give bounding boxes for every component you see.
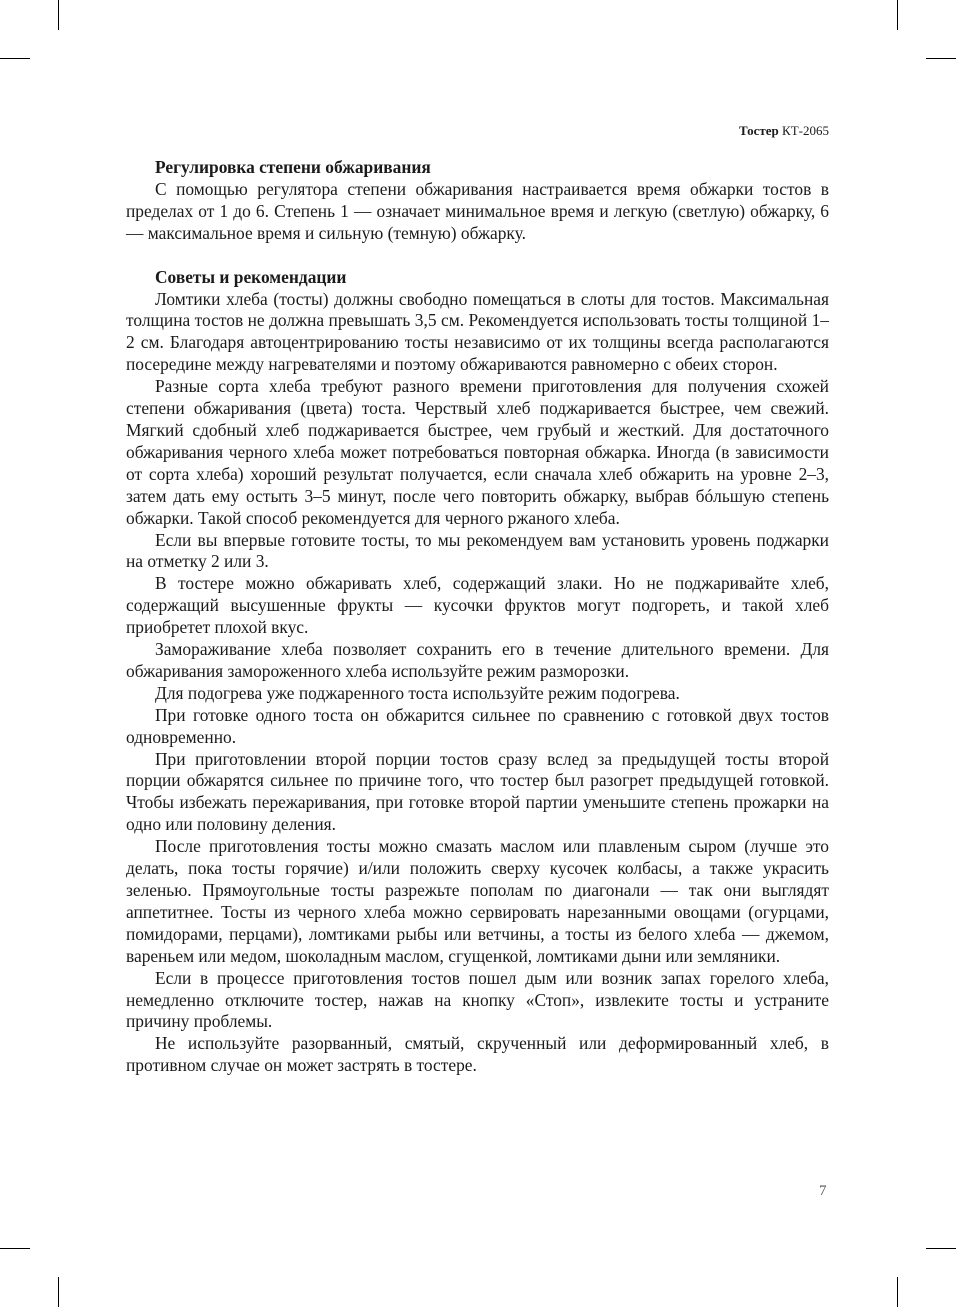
- crop-mark-bottom-left-vertical: [58, 1277, 59, 1307]
- section-heading: Регулировка степени обжаривания: [155, 157, 431, 177]
- paragraph: С помощью регулятора степени обжаривания настраивается время обжарки тостов в пределах от 1 до 6. Степень 1 — означает минимальное время и легкую (светлую) обжарку, 6 — максимальное время и сильную (темную) обжарку.: [126, 178, 829, 243]
- paragraph: Замораживание хлеба позволяет сохранить его в течение длительного времени. Для обжаривания замороженного хлеба используйте режим разморозки.: [126, 639, 829, 681]
- running-header: [739, 123, 829, 139]
- paragraph: При приготовлении второй порции тостов сразу вслед за предыдущей тосты второй порции обжарятся сильнее по причине того, что тостер был разогрет предыдущей готовкой. Чтобы избежать пережаривания, при готовке второй партии уменьшите степень прожарки на одно или половину деления.: [126, 748, 829, 835]
- crop-mark-top-left-vertical: [58, 0, 59, 30]
- paragraph: Если вы впервые готовите тосты, то мы рекомендуем вам установить уровень поджарки на отметку 2 или 3.: [126, 529, 829, 572]
- crop-mark-top-right-horizontal: [926, 58, 956, 59]
- paragraph: Ломтики хлеба (тосты) должны свободно помещаться в слоты для тостов. Максимальная толщина тостов не должна превышать 3,5 см. Рекомендуется использовать тосты толщиной 1–2 см. Благодаря автоцентрированию тосты независимо от их толщины всегда располагаются посередине между нагревателями и поэтому обжариваются равномерно с обеих сторон.: [126, 288, 829, 375]
- paragraph: Для подогрева уже поджаренного тоста используйте режим подогрева.: [155, 682, 680, 703]
- crop-mark-bottom-left-horizontal: [0, 1248, 30, 1249]
- section-tips: [126, 267, 829, 1078]
- paragraph: В тостере можно обжаривать хлеб, содержащий злаки. Но не поджаривайте хлеб, содержащий высушенные фрукты — кусочки фруктов могут подгореть, и такой хлеб приобретет плохой вкус.: [126, 573, 829, 638]
- section-toasting-level: [126, 157, 829, 245]
- paragraph: Если в процессе приготовления тостов пошел дым или возник запах горелого хлеба, немедленно отключите тостер, нажав на кнопку «Стоп», извлеките тосты и устраните причину проблемы.: [126, 967, 829, 1032]
- paragraph: Не используйте разорванный, смятый, скрученный или деформированный хлеб, в противном случае он может застрять в тостере.: [126, 1033, 829, 1076]
- header-product: Тостер: [739, 123, 779, 138]
- section-gap: [126, 245, 829, 267]
- paragraph: При готовке одного тоста он обжарится сильнее по сравнению с готовкой двух тостов одновременно.: [126, 704, 829, 747]
- page-number: 7: [819, 1183, 827, 1199]
- crop-mark-bottom-right-horizontal: [926, 1248, 956, 1249]
- paragraph: Разные сорта хлеба требуют разного времени приготовления для получения схожей степени обжаривания (цвета) тоста. Черствый хлеб поджаривается быстрее, чем свежий. Мягкий сдобный хлеб поджаривается быстрее, чем грубый и жесткий. Для достаточного обжаривания черного хлеба может потребоваться повторная обжарка. Иногда (в зависимости от сорта хлеба) хороший результат получается, если сначала хлеб обжарить на уровне 2–3, затем дать ему остыть 3–5 минут, после чего повторить обжарку, выбрав бóльшую степень обжарки. Такой способ рекомендуется для черного ржаного хлеба.: [126, 376, 829, 528]
- page-content: [126, 157, 829, 1077]
- crop-mark-top-right-vertical: [897, 0, 898, 30]
- header-model: КТ-2065: [782, 123, 829, 138]
- crop-mark-top-left-horizontal: [0, 58, 30, 59]
- paragraph: После приготовления тосты можно смазать маслом или плавленым сыром (лучше это делать, пока тосты горячие) и/или положить сверху кусочек колбасы, а также украсить зеленью. Прямоугольные тосты разрежьте пополам по диагонали — так они выглядят аппетитнее. Тосты из черного хлеба можно сервировать нарезанными овощами (огурцами, помидорами, перцами), ломтиками рыбы или ветчины, а тосты из белого хлеба — джемом, вареньем или медом, шоколадным маслом, сгущенкой, ломтиками дыни или земляники.: [126, 836, 829, 966]
- section-heading: Советы и рекомендации: [155, 266, 347, 287]
- crop-mark-bottom-right-vertical: [897, 1277, 898, 1307]
